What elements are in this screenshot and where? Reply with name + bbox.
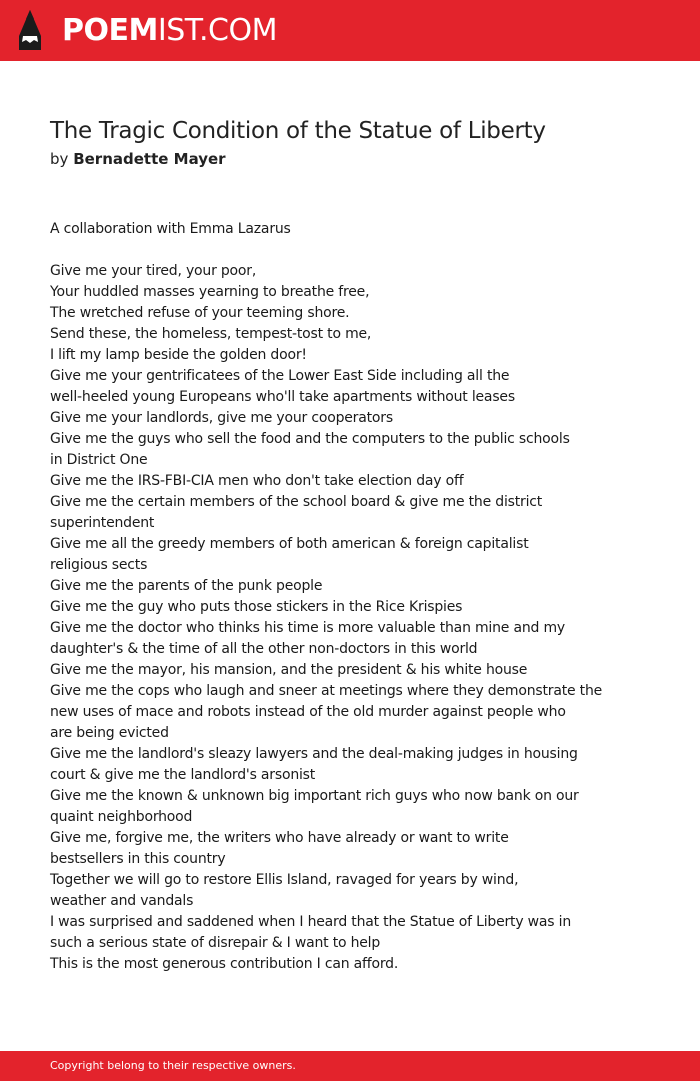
poem-line: are being evicted <box>50 725 169 741</box>
poem-line: Give me the guys who sell the food and the computers to the public schools <box>50 431 570 447</box>
pencil-tip-icon[interactable] <box>18 9 42 51</box>
poem-line: Give me your tired, your poor, <box>50 263 257 279</box>
poem-line: superintendent <box>50 515 155 531</box>
poem-line: quaint neighborhood <box>50 809 193 825</box>
poem-line: Give me the certain members of the school board & give me the district <box>50 494 543 510</box>
poem-line: Give me the known & unknown big important rich guys who now bank on our <box>50 788 579 804</box>
logo-light-text: IST.COM <box>157 13 277 48</box>
poem-line: The wretched refuse of your teeming shore. <box>50 305 350 321</box>
poem-line: Give me the parents of the punk people <box>50 578 323 594</box>
poem-title: The Tragic Condition of the Statue of Liberty <box>50 118 546 144</box>
copyright-text: Copyright belong to their respective owners. <box>50 1059 296 1072</box>
poem-line: Give me your landlords, give me your cooperators <box>50 410 393 426</box>
poem-line: Give me, forgive me, the writers who have already or want to write <box>50 830 509 846</box>
poem-line: weather and vandals <box>50 893 194 909</box>
poem-intro: A collaboration with Emma Lazarus <box>50 221 291 237</box>
poem-line: bestsellers in this country <box>50 851 226 867</box>
poem-line: I lift my lamp beside the golden door! <box>50 347 307 363</box>
poem-line: This is the most generous contribution I can afford. <box>50 956 399 972</box>
poem-line: Your huddled masses yearning to breathe free, <box>50 284 370 300</box>
logo-bold-text: POEM <box>62 13 158 48</box>
poem-line: Give me the IRS-FBI-CIA men who don't take election day off <box>50 473 464 489</box>
poem-line: daughter's & the time of all the other non-doctors in this world <box>50 641 478 657</box>
site-footer <box>0 1051 700 1081</box>
poem-line: Give me the cops who laugh and sneer at meetings where they demonstrate the <box>50 683 603 699</box>
poem-line: religious sects <box>50 557 148 573</box>
poem-line: Give me the landlord's sleazy lawyers and the deal-making judges in housing <box>50 746 578 762</box>
poem-line: I was surprised and saddened when I heard that the Statue of Liberty was in <box>50 914 572 930</box>
site-header <box>0 0 700 61</box>
poem-line: such a serious state of disrepair & I want to help <box>50 935 381 951</box>
poem-line: Give me the doctor who thinks his time is more valuable than mine and my <box>50 620 565 636</box>
poem-body <box>50 261 602 975</box>
author-name: Bernadette Mayer <box>73 150 226 168</box>
poem-line: court & give me the landlord's arsonist <box>50 767 316 783</box>
byline <box>50 149 226 169</box>
poem-line: in District One <box>50 452 148 468</box>
poem-line: Give me all the greedy members of both american & foreign capitalist <box>50 536 529 552</box>
poem-line: well-heeled young Europeans who'll take apartments without leases <box>50 389 515 405</box>
poem-line: Together we will go to restore Ellis Island, ravaged for years by wind, <box>50 872 519 888</box>
poem-line: new uses of mace and robots instead of the old murder against people who <box>50 704 566 720</box>
poem-line: Send these, the homeless, tempest-tost to me, <box>50 326 372 342</box>
poem-line: Give me the mayor, his mansion, and the president & his white house <box>50 662 528 678</box>
site-logo[interactable] <box>62 11 277 51</box>
poem-line: Give me your gentrificatees of the Lower East Side including all the <box>50 368 510 384</box>
poem-line: Give me the guy who puts those stickers in the Rice Krispies <box>50 599 463 615</box>
by-label: by <box>50 150 69 168</box>
